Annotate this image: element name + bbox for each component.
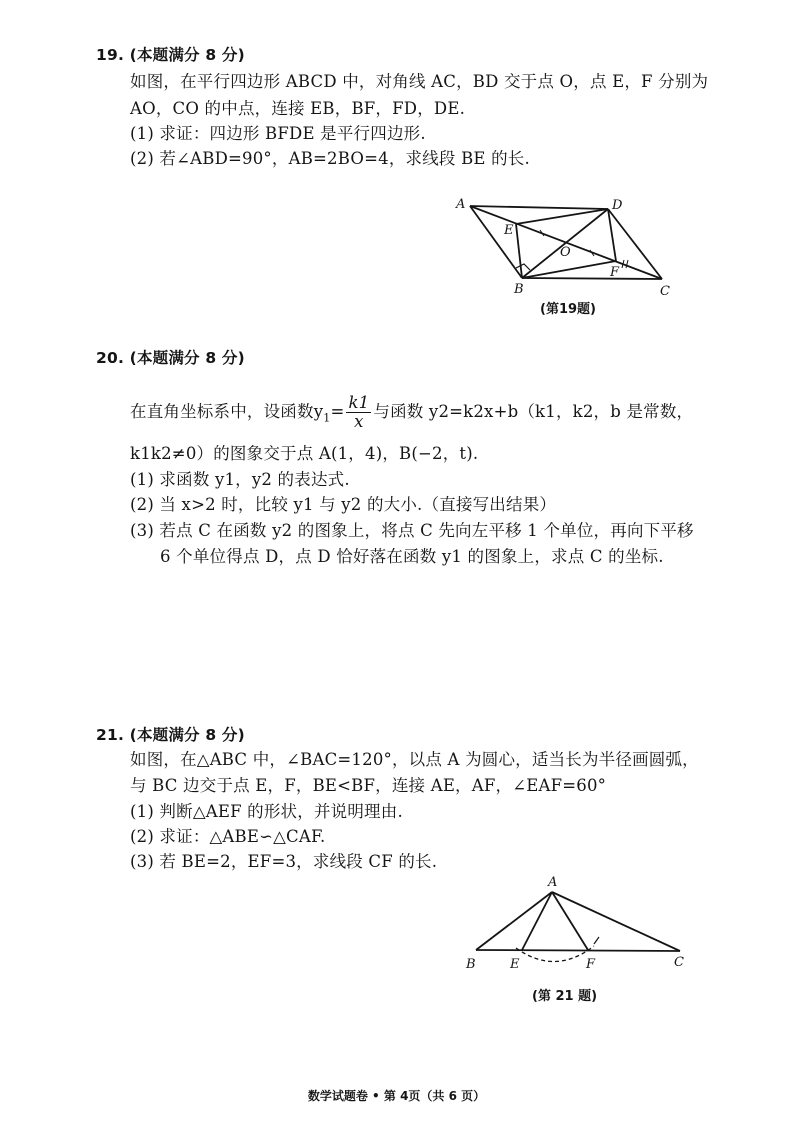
q20-frac-num: k1: [348, 393, 370, 412]
q19-label-a: A: [456, 197, 466, 212]
q20-part3-line1: (3) 若点 C 在函数 y2 的图象上，将点 C 先向左平移 1 个单位，再向下平移: [130, 521, 694, 540]
q20-part1: (1) 求函数 y1，y2 的表达式.: [130, 470, 350, 489]
q19-stem-line1: 如图，在平行四边形 ABCD 中，对角线 AC，BD 交于点 O，点 E，F 分别为: [130, 72, 709, 91]
q19-figure: [450, 190, 680, 300]
q20-frac-den: x: [354, 412, 364, 431]
q20-fraction: [346, 394, 371, 431]
q19-header: 19. (本题满分 8 分): [96, 46, 245, 64]
page-footer: 数学试题卷 • 第 4页（共 6 页）: [307, 1089, 486, 1103]
q20-header: 20. (本题满分 8 分): [96, 349, 245, 367]
q21-label-a: A: [548, 875, 558, 890]
q21-stem-line2: 与 BC 边交于点 E，F，BE<BF，连接 AE，AF，∠EAF=60°: [130, 776, 607, 795]
q20-stem1-b: 与函数 y2=k2x+b（k1，k2，b 是常数，: [373, 402, 694, 421]
q19-caption: (第19题): [540, 302, 596, 317]
q19-part2: (2) 若∠ABD=90°，AB=2BO=4，求线段 BE 的长.: [130, 149, 530, 168]
q19-part1: (1) 求证：四边形 BFDE 是平行四边形.: [130, 124, 426, 143]
q19-label-e: E: [504, 223, 514, 238]
q19-label-o: O: [560, 245, 571, 260]
q19-label-b: B: [514, 282, 524, 297]
q19-stem-line2: AO，CO 的中点，连接 EB，BF，FD，DE.: [130, 99, 466, 118]
q20-part2: (2) 当 x>2 时，比较 y1 与 y2 的大小.（直接写出结果）: [130, 495, 557, 514]
q20-stem1-a: 在直角坐标系中，设函数y: [130, 402, 324, 421]
q21-header: 21. (本题满分 8 分): [96, 726, 245, 744]
q21-label-e: E: [510, 957, 520, 972]
q19-label-f: F: [610, 265, 620, 280]
q21-figure: [460, 870, 700, 975]
q19-label-c: C: [660, 284, 670, 299]
q20-stem1-eq: =: [330, 402, 345, 421]
q20-part3-line2: 6 个单位得点 D，点 D 恰好落在函数 y1 的图象上，求点 C 的坐标.: [160, 547, 664, 566]
q20-stem-line2: k1k2≠0）的图象交于点 A(1，4)，B(−2，t).: [130, 444, 479, 463]
q21-part1: (1) 判断△AEF 的形状，并说明理由.: [130, 802, 403, 821]
q21-label-c: C: [674, 955, 684, 970]
q21-part3: (3) 若 BE=2，EF=3，求线段 CF 的长.: [130, 852, 438, 871]
q20-stem-line1: [130, 394, 693, 431]
q21-label-f: F: [586, 957, 596, 972]
q21-stem-line1: 如图，在△ABC 中，∠BAC=120°，以点 A 为圆心，适当长为半径画圆弧，: [130, 750, 699, 769]
q20-stem1-sub: 1: [323, 411, 331, 425]
q21-caption: (第 21 题): [532, 989, 598, 1004]
q21-part2: (2) 求证：△ABE∽△CAF.: [130, 827, 326, 846]
q21-label-b: B: [466, 957, 476, 972]
q19-label-d: D: [612, 198, 623, 213]
